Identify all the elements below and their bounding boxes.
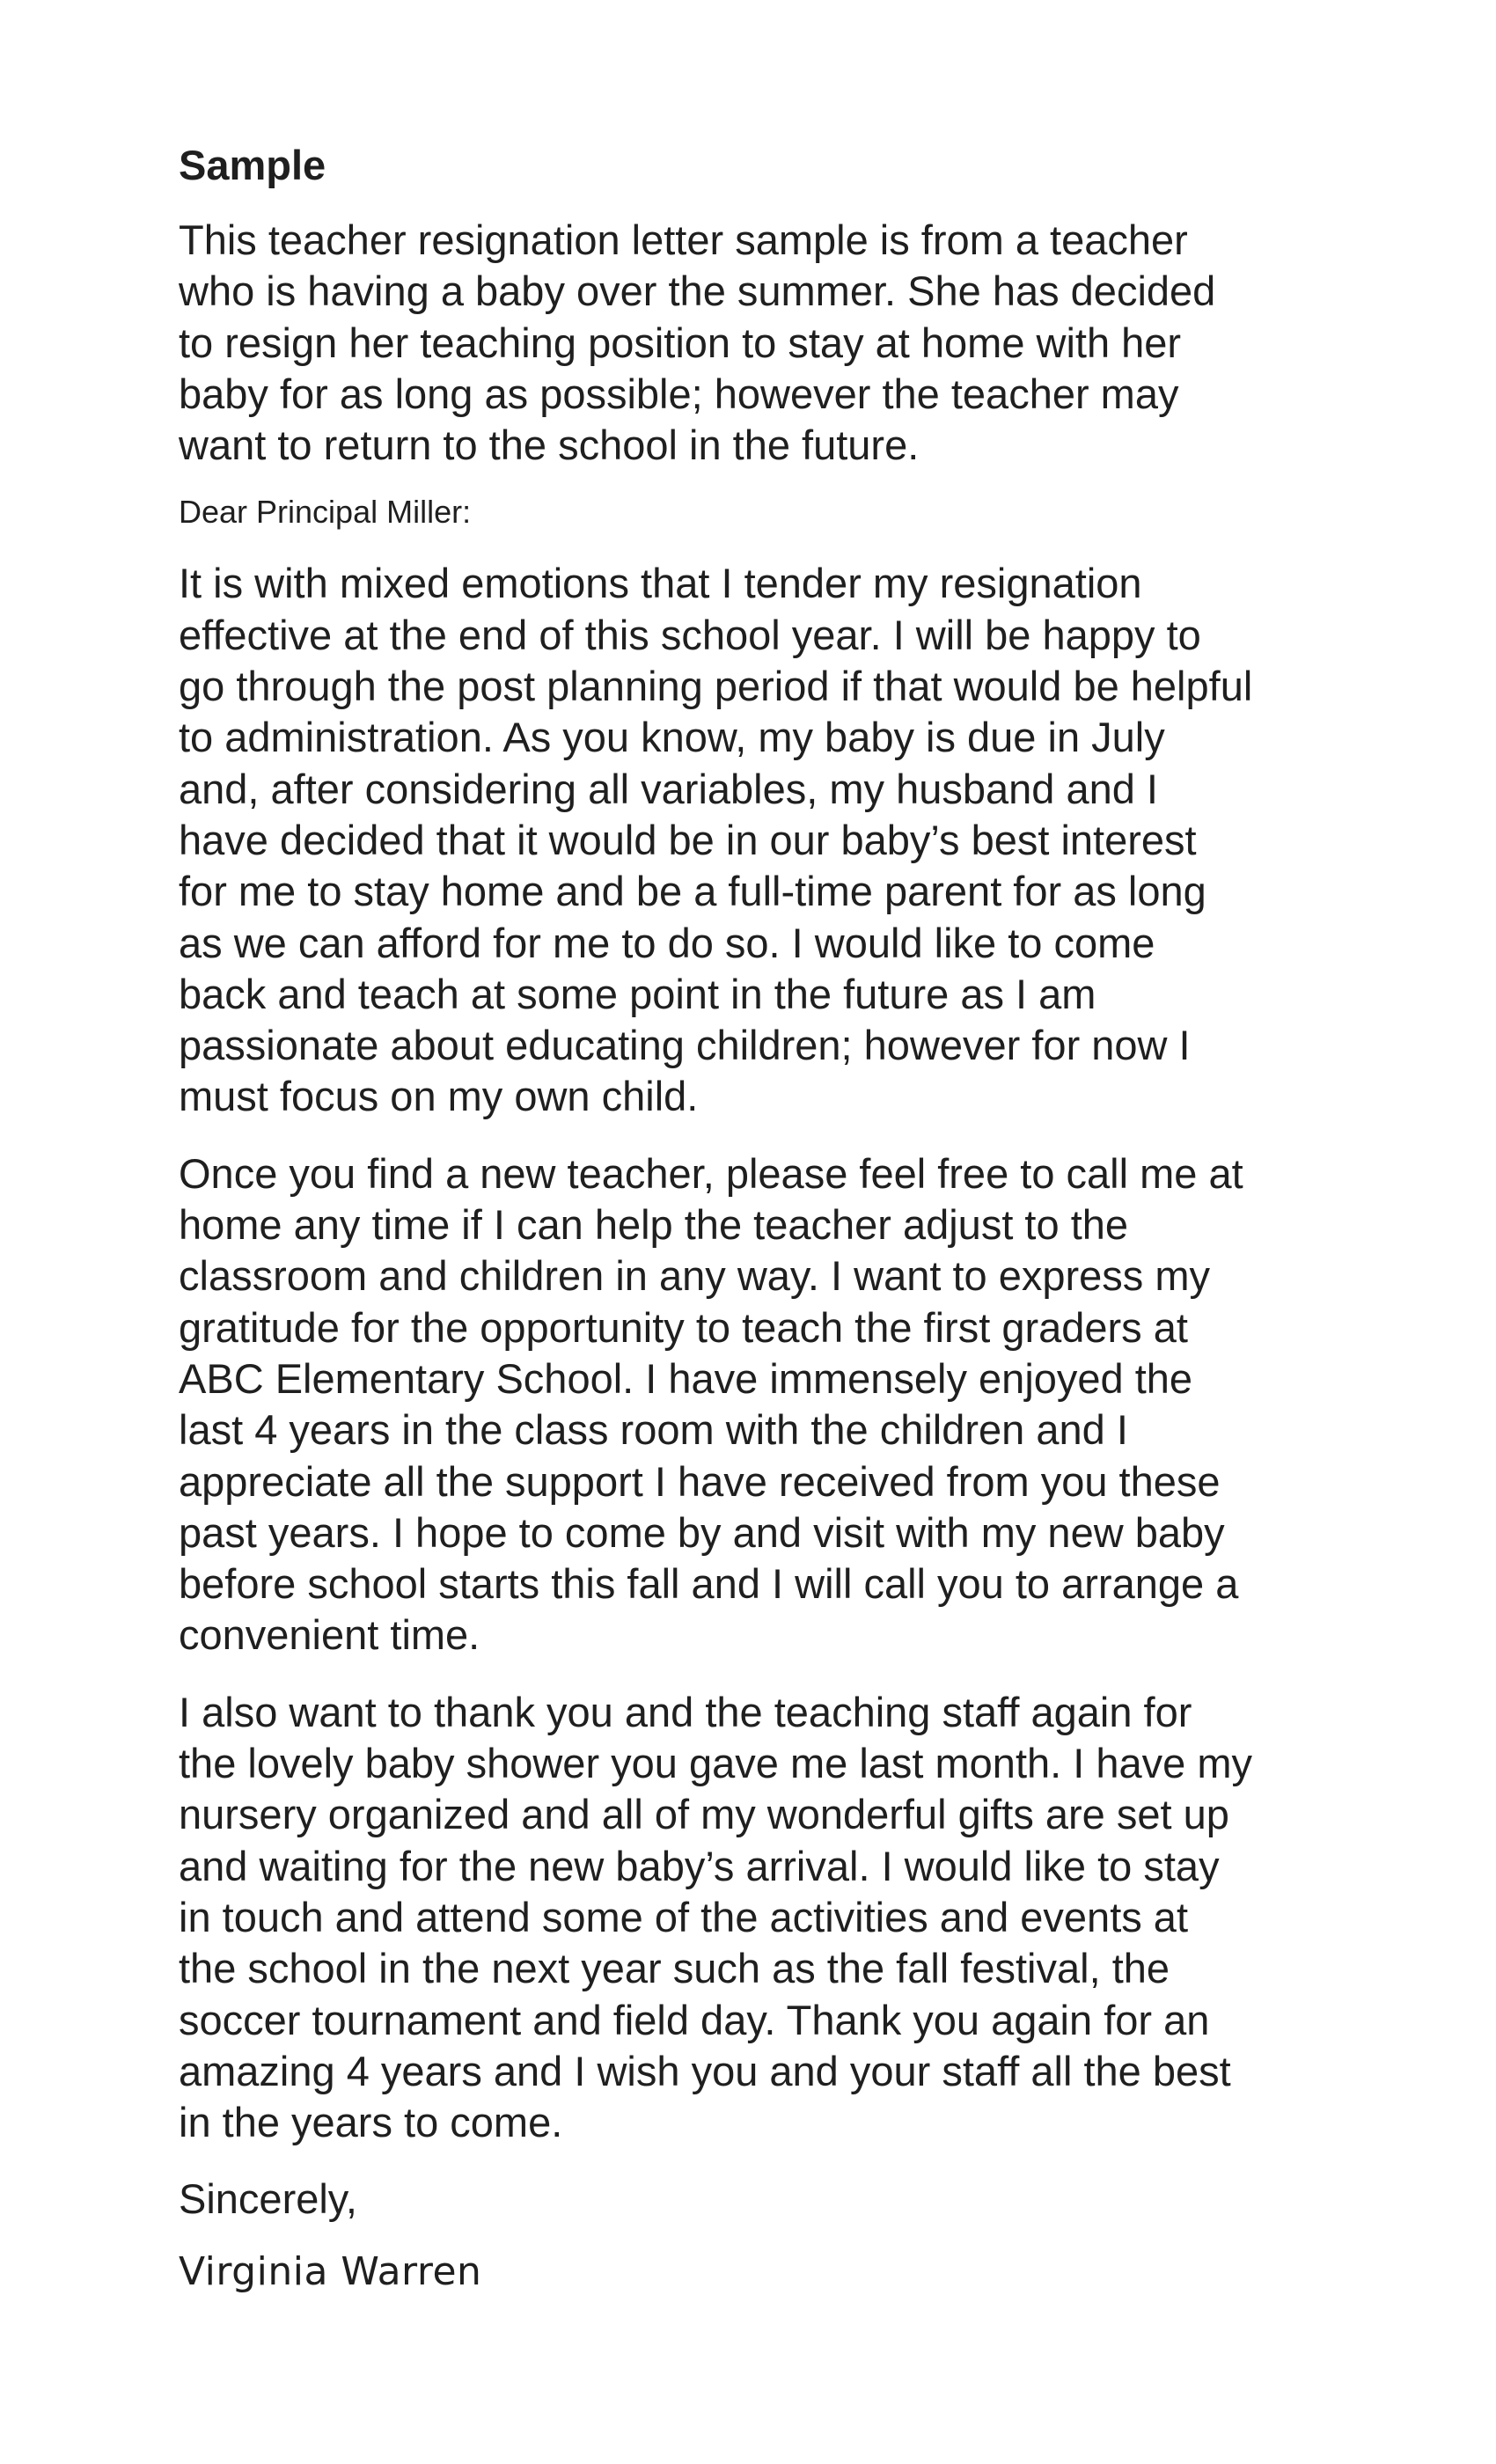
paragraph-line: ABC Elementary School. I have immensely enjoyed the [179,1354,1193,1402]
intro-line: want to return to the school in the future. [179,422,920,469]
paragraph-line: passionate about educating children; however for now I [179,1022,1191,1069]
letter-content [179,141,1358,2297]
sample-heading: Sample [179,142,326,188]
paragraph-line: back and teach at some point in the future as I am [179,970,1096,1017]
intro-line: to resign her teaching position to stay at home with her [179,319,1182,366]
paragraph-line: Once you find a new teacher, please feel free to call me at [179,1149,1243,1197]
intro-line: who is having a baby over the summer. She has decided [179,268,1216,315]
paragraph-line: past years. I hope to come by and visit with my new baby [179,1508,1225,1556]
signature: Virginia Warren [179,2249,482,2295]
paragraph-line: the school in the next year such as the fall festival, the [179,1945,1170,1992]
paragraph-line: last 4 years in the class room with the children and I [179,1406,1128,1454]
paragraph-line: in touch and attend some of the activities and events at [179,1893,1189,1940]
paragraph-line: must focus on my own child. [179,1073,699,1120]
paragraph-line: nursery organized and all of my wonderful gifts are set up [179,1791,1229,1838]
paragraph-line: It is with mixed emotions that I tender my resignation [179,560,1142,607]
paragraph-line: appreciate all the support I have received from you these [179,1457,1221,1505]
paragraph-line: home any time if I can help the teacher adjust to the [179,1201,1129,1249]
paragraph-line: to administration. As you know, my baby is due in July [179,714,1165,761]
intro-line: baby for as long as possible; however the teacher may [179,370,1179,417]
paragraph-line: and waiting for the new baby’s arrival. I would like to stay [179,1842,1220,1889]
body-paragraph-2 [179,1148,1358,1661]
paragraph-line: classroom and children in any way. I want to express my [179,1252,1211,1300]
paragraph-line: for me to stay home and be a full-time parent for as long [179,868,1206,915]
paragraph-line: soccer tournament and field day. Thank you again for an [179,1996,1210,2043]
paragraph-line: effective at the end of this school year. I will be happy to [179,611,1201,658]
intro-paragraph [179,215,1358,471]
paragraph-line: and, after considering all variables, my husband and I [179,765,1158,812]
body-paragraph-3 [179,1687,1358,2149]
paragraph-line: gratitude for the opportunity to teach the first graders at [179,1303,1188,1351]
paragraph-line: convenient time. [179,1611,480,1659]
paragraph-line: in the years to come. [179,2099,563,2146]
paragraph-line: amazing 4 years and I wish you and your staff all the best [179,2047,1231,2094]
paragraph-line: as we can afford for me to do so. I would like to come [179,919,1155,966]
paragraph-line: go through the post planning period if that would be helpful [179,663,1253,710]
closing: Sincerely, [179,2175,357,2223]
paragraph-line: I also want to thank you and the teaching staff again for [179,1688,1192,1735]
body-paragraph-1 [179,558,1358,1122]
salutation: Dear Principal Miller: [179,494,472,531]
paragraph-line: before school starts this fall and I will call you to arrange a [179,1560,1239,1608]
intro-line: This teacher resignation letter sample is from a teacher [179,216,1188,263]
paragraph-line: the lovely baby shower you gave me last month. I have my [179,1740,1253,1787]
paragraph-line: have decided that it would be in our baby’s best interest [179,816,1197,863]
